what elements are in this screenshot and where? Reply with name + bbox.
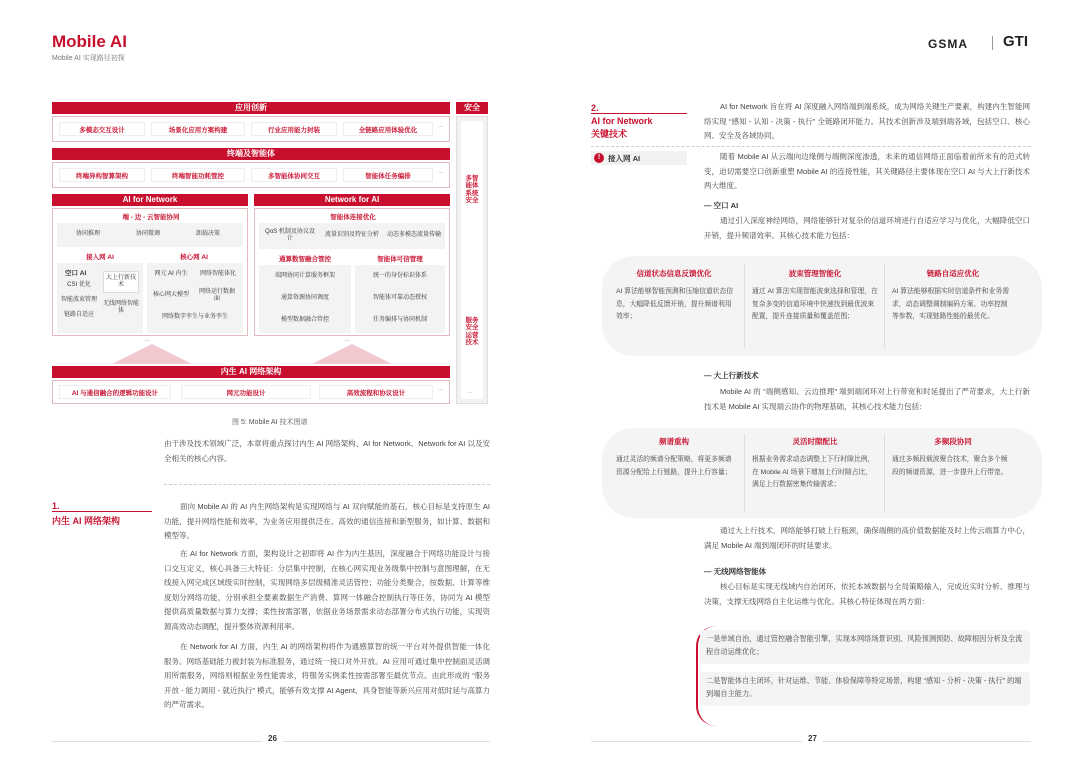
net-sub-title: 智能体可信管理 — [377, 256, 423, 263]
paragraph: 通过大上行技术，网络能够打破上行瓶颈，确保端侧的高价值数据能及时上传云端算力中心，满足 Mobile AI 端到端闭环的时延要求。 — [704, 526, 1030, 550]
paragraph: 核心目标是实现无线域内自治闭环，依托本域数据与全局策略输入，完成近实时分析、推理与决策，支撑无线网络自主化运维与优化。其核心特征体现在两方面： — [704, 582, 1030, 606]
more-dots: ... — [438, 123, 444, 129]
brand-logo: Mobile AI — [52, 32, 127, 51]
section-title: 关键技术 — [591, 129, 628, 139]
card-title: 多频段协同 — [934, 437, 972, 446]
security-bar: 安全 — [456, 102, 488, 114]
ai-sub-box — [147, 263, 243, 333]
brand-subtitle: Mobile AI 实现路径初探 — [52, 55, 125, 62]
net-sub-item: 通算资源协同调度 — [280, 295, 329, 302]
terminal-box — [52, 162, 450, 188]
card-group — [602, 256, 1042, 356]
security-item: 多智能体系统安全 — [465, 175, 479, 205]
net-sub-title: 通算数智融合管控 — [279, 256, 331, 263]
more-dots: ... — [144, 336, 150, 343]
gti-logo: GTI — [1003, 33, 1028, 50]
figure-caption: 图 5: Mobile AI 技术图谱 — [232, 419, 308, 426]
ai-sub-item: 智能波束管理 — [60, 296, 97, 303]
ai-sub-item: 卸载决策 — [195, 231, 220, 238]
terminal-item: 多智能体协同交互 — [251, 168, 337, 182]
card-title: 灵活时隙配比 — [792, 437, 838, 446]
security-box — [456, 116, 488, 404]
card-title: 信道状态信息反馈优化 — [636, 269, 712, 278]
paragraph: 在 Network for AI 方面，内生 AI 的网络架构将作为通感算智的统一平台对外提供智能一体化服务。网络基础能力被封装为标准服务，通过统一接口对外开放。AI 应用可通过集中控制面灵活调用所需服务，网络则根据业务性能需求，将服务实例柔性按需部署至最优节点。由此形成的 “服务开放 - 能力调用 - 就近执行” 模式，能够有效支撑 AI Agent、具身智能等新兴应用对低时延与高算力的严苛需求。 — [164, 642, 490, 709]
more-dots: ... — [438, 169, 444, 175]
core-box — [52, 380, 450, 404]
terminal-item: 终端智能功耗管控 — [151, 168, 245, 182]
ai-sub-item: 大上行新技术 — [103, 271, 139, 293]
ai4net-box — [52, 208, 248, 336]
card-divider — [884, 264, 885, 348]
card-title: 链路自适应优化 — [926, 269, 980, 278]
paragraph: 随着 Mobile AI 从云端向边缘侧与端侧深度渗透，未来的通信网络正面临着前所未有的范式转变，迫切需要空口创新重塑 Mobile AI 的连接性能，其关键路径主要体现在空口 AI 与大上行新技术两大维度。 — [704, 152, 1030, 190]
card-divider — [884, 434, 885, 512]
more-dots: ... — [438, 386, 444, 392]
section-rule — [591, 113, 687, 114]
ai-sub-item: 协同推理 — [75, 231, 100, 238]
feature-text: 一是单域自治，通过管控融合智能引擎，实现本网络场景识别、风险预测预防、故障根因分析及全流程自动运维优化； — [706, 634, 1023, 656]
ai-sub-title: 端 - 边 - 云智能协同 — [122, 214, 180, 221]
net-sub-item: QoS 机制及协议设计 — [265, 228, 315, 242]
card-text: 通过灵活的频谱分配策略，将更多频谱资源分配给上行链路，提升上行容量； — [616, 456, 732, 476]
ai-sub-item: 无线网络智能体 — [103, 300, 140, 314]
net4ai-bar: Network for AI — [254, 194, 450, 206]
section-rule — [52, 511, 152, 512]
ai-sub-item: 协同微调 — [135, 231, 160, 238]
core-item: 网元功能设计 — [181, 385, 311, 399]
section-title: AI for Network — [591, 116, 653, 126]
net4ai-box — [254, 208, 450, 336]
card-divider — [744, 264, 745, 348]
feature-text: 二是智能体自主闭环，针对运维、节能、体验保障等特定场景，构建 “感知 - 分析 - 决策 - 执行” 的端到端自主能力。 — [706, 676, 1022, 698]
divider — [591, 146, 1031, 147]
subheading: — 空口 AI — [704, 201, 739, 210]
card-group — [602, 428, 1042, 518]
badge-label: 接入网 AI — [608, 154, 641, 163]
feature-box — [700, 672, 1030, 706]
card-title: 频谱重构 — [659, 437, 689, 446]
intro-paragraph: 由于涉及技术领域广泛，本章将重点探讨内生 AI 网络架构、AI for Network、Network for AI 以及安全相关的核心内容。 — [164, 439, 490, 463]
paragraph: AI for Network 旨在将 AI 深度融入网络端到端系统，成为网络关键生产要素，构建内生智能网络实现 “感知 - 认知 - 决策 - 执行” 全链路闭环能力。其技术创新涉及端到端各域，包括空口、核心网、安全及各域协同。 — [704, 102, 1030, 140]
security-item: 服务安全运营技术 — [465, 317, 479, 347]
core-item: AI 与通信融合的逻辑功能设计 — [59, 385, 171, 399]
app-item: 行业应用能力封装 — [251, 122, 337, 136]
net-sub-box — [259, 223, 445, 249]
ai-sub-item: 空口 AI — [65, 270, 87, 277]
card-text: 通过 AI 算法实现智能波束选择和管理，在复杂多变的信道环境中快速找到最优波束配置，提升连接质量和覆盖范围； — [752, 288, 878, 320]
net-sub-item: 动态多模态流量传输 — [387, 232, 442, 239]
ai-sub-box — [57, 263, 143, 333]
gsma-logo: GSMA — [928, 37, 968, 51]
net-sub-item: 端网协同计算服务框架 — [274, 273, 335, 280]
ai-sub-item: 网络数字孪生与业务孪生 — [161, 314, 228, 321]
terminal-item: 智能体任务编排 — [343, 168, 433, 182]
net-sub-box — [355, 265, 445, 333]
net-sub-item: 流量识别及特征分析 — [325, 232, 380, 239]
terminal-bar: 终端及智能体 — [52, 148, 450, 160]
more-dots: ... — [467, 389, 473, 395]
ai-sub-item: 网络运行数据面 — [198, 288, 235, 302]
app-item: 场景化应用方案构建 — [151, 122, 245, 136]
divider — [164, 484, 490, 485]
ai-sub-item: 核心网大模型 — [152, 292, 189, 299]
card-title: 波束管理智能化 — [788, 269, 842, 278]
info-icon: ! — [594, 153, 604, 163]
card-text: 根据业务需求动态调整上下行时隙比例，在 Mobile AI 场景下增加上行时隙占比，满足上行数据密集传输需求； — [752, 456, 875, 488]
net-sub-box — [259, 265, 351, 333]
net-sub-item: 模型数据融合管控 — [280, 317, 329, 324]
page-number: 27 — [802, 734, 823, 743]
feature-box — [700, 630, 1030, 664]
ai-sub-box — [57, 223, 243, 247]
app-bar: 应用创新 — [52, 102, 450, 114]
up-arrow-icon — [112, 344, 192, 364]
subheading: — 无线网络智能体 — [704, 567, 767, 576]
core-item: 高效流程和协议设计 — [319, 385, 433, 399]
section-number: 2. — [591, 103, 599, 113]
ai-sub-item: CSI 优化 — [67, 281, 91, 288]
ai-sub-item: 网络智能体化 — [199, 271, 236, 278]
net-sub-item: 智能体可靠动态授权 — [372, 295, 427, 302]
app-item: 全链路应用体验优化 — [343, 122, 433, 136]
section-number: 1. — [52, 501, 60, 511]
net-sub-title: 智能体连接优化 — [330, 214, 376, 221]
ai-sub-item: 网元 AI 内生 — [154, 271, 188, 278]
paragraph: 通过引入深度神经网络，网络能够针对复杂的信道环境进行自适应学习与优化，大幅降低空口开销，提升频谱效率。其核心技术能力包括： — [704, 216, 1030, 240]
paragraph: 面向 Mobile AI 的 AI 内生网络架构是实现网络与 AI 双向赋能的基石，核心目标是支持原生 AI 功能，提升网络性能和效率，为业务应用提供泛在、高效的通信连接和新型服务，如计算、数据和模型等。 — [164, 502, 490, 540]
card-text: AI 算法能够根据实时信道条件和业务需求，动态调整调制编码方案、功率控制等参数，实现链路性能的最优化。 — [892, 288, 1010, 320]
ai-sub-title: 核心网 AI — [180, 254, 208, 261]
app-box — [52, 116, 450, 142]
subsection-badge — [591, 151, 687, 165]
tech-diagram — [52, 100, 488, 408]
section-title: 内生 AI 网络架构 — [52, 516, 121, 526]
core-bar: 内生 AI 网络架构 — [52, 366, 450, 378]
card-text: 通过多频段载波聚合技术，聚合多个频段的频谱资源，进一步提升上行带宽。 — [892, 456, 1008, 476]
app-item: 多模态交互设计 — [59, 122, 145, 136]
logo-divider — [992, 36, 993, 50]
page-number: 26 — [262, 734, 283, 743]
security-inner — [461, 121, 483, 399]
ai4net-bar: AI for Network — [52, 194, 248, 206]
net-sub-item: 任务编排与协同机制 — [372, 317, 427, 324]
paragraph: Mobile AI 的 “端侧感知、云边推理” 端到端闭环对上行带宽和时延提出了严苛要求，大上行新技术是 Mobile AI 实现端云协作的物理基础，其核心技术能力包括： — [704, 387, 1030, 411]
ai-sub-title: 接入网 AI — [86, 254, 114, 261]
paragraph: 在 AI for Network 方面，架构设计之初即将 AI 作为内生基因，深度融合于网络功能设计与接口交互定义，核心具备三大特征：分层集中控制，在核心网实现业务级集中控制与意图理解，在无线接入网完成区域级实时控制，实现网络多层级精准灵活管控；功能分类聚合，按数据、计算等维度划分网络功能，分别承担全要素数据生产消费、算网一体融合控制执行等任务，协同为 AI 模型提供高质量数据与算力支撑；柔性按需部署，依据业务场景需求动态部署分布式执行功能，实现资源高效动态调配，提升整体资源利用率。 — [164, 549, 490, 631]
terminal-item: 终端异构智算架构 — [59, 168, 145, 182]
net-sub-item: 统一的身份标识体系 — [372, 273, 427, 280]
subheading: — 大上行新技术 — [704, 371, 759, 380]
more-dots: ... — [344, 336, 350, 343]
up-arrow-icon — [312, 344, 392, 364]
card-text: AI 算法能够智能预测和压缩信道状态信息，大幅降低反馈开销，提升频谱利用效率； — [616, 288, 734, 320]
card-divider — [744, 434, 745, 512]
ai-sub-item: 链路自适应 — [63, 311, 94, 318]
